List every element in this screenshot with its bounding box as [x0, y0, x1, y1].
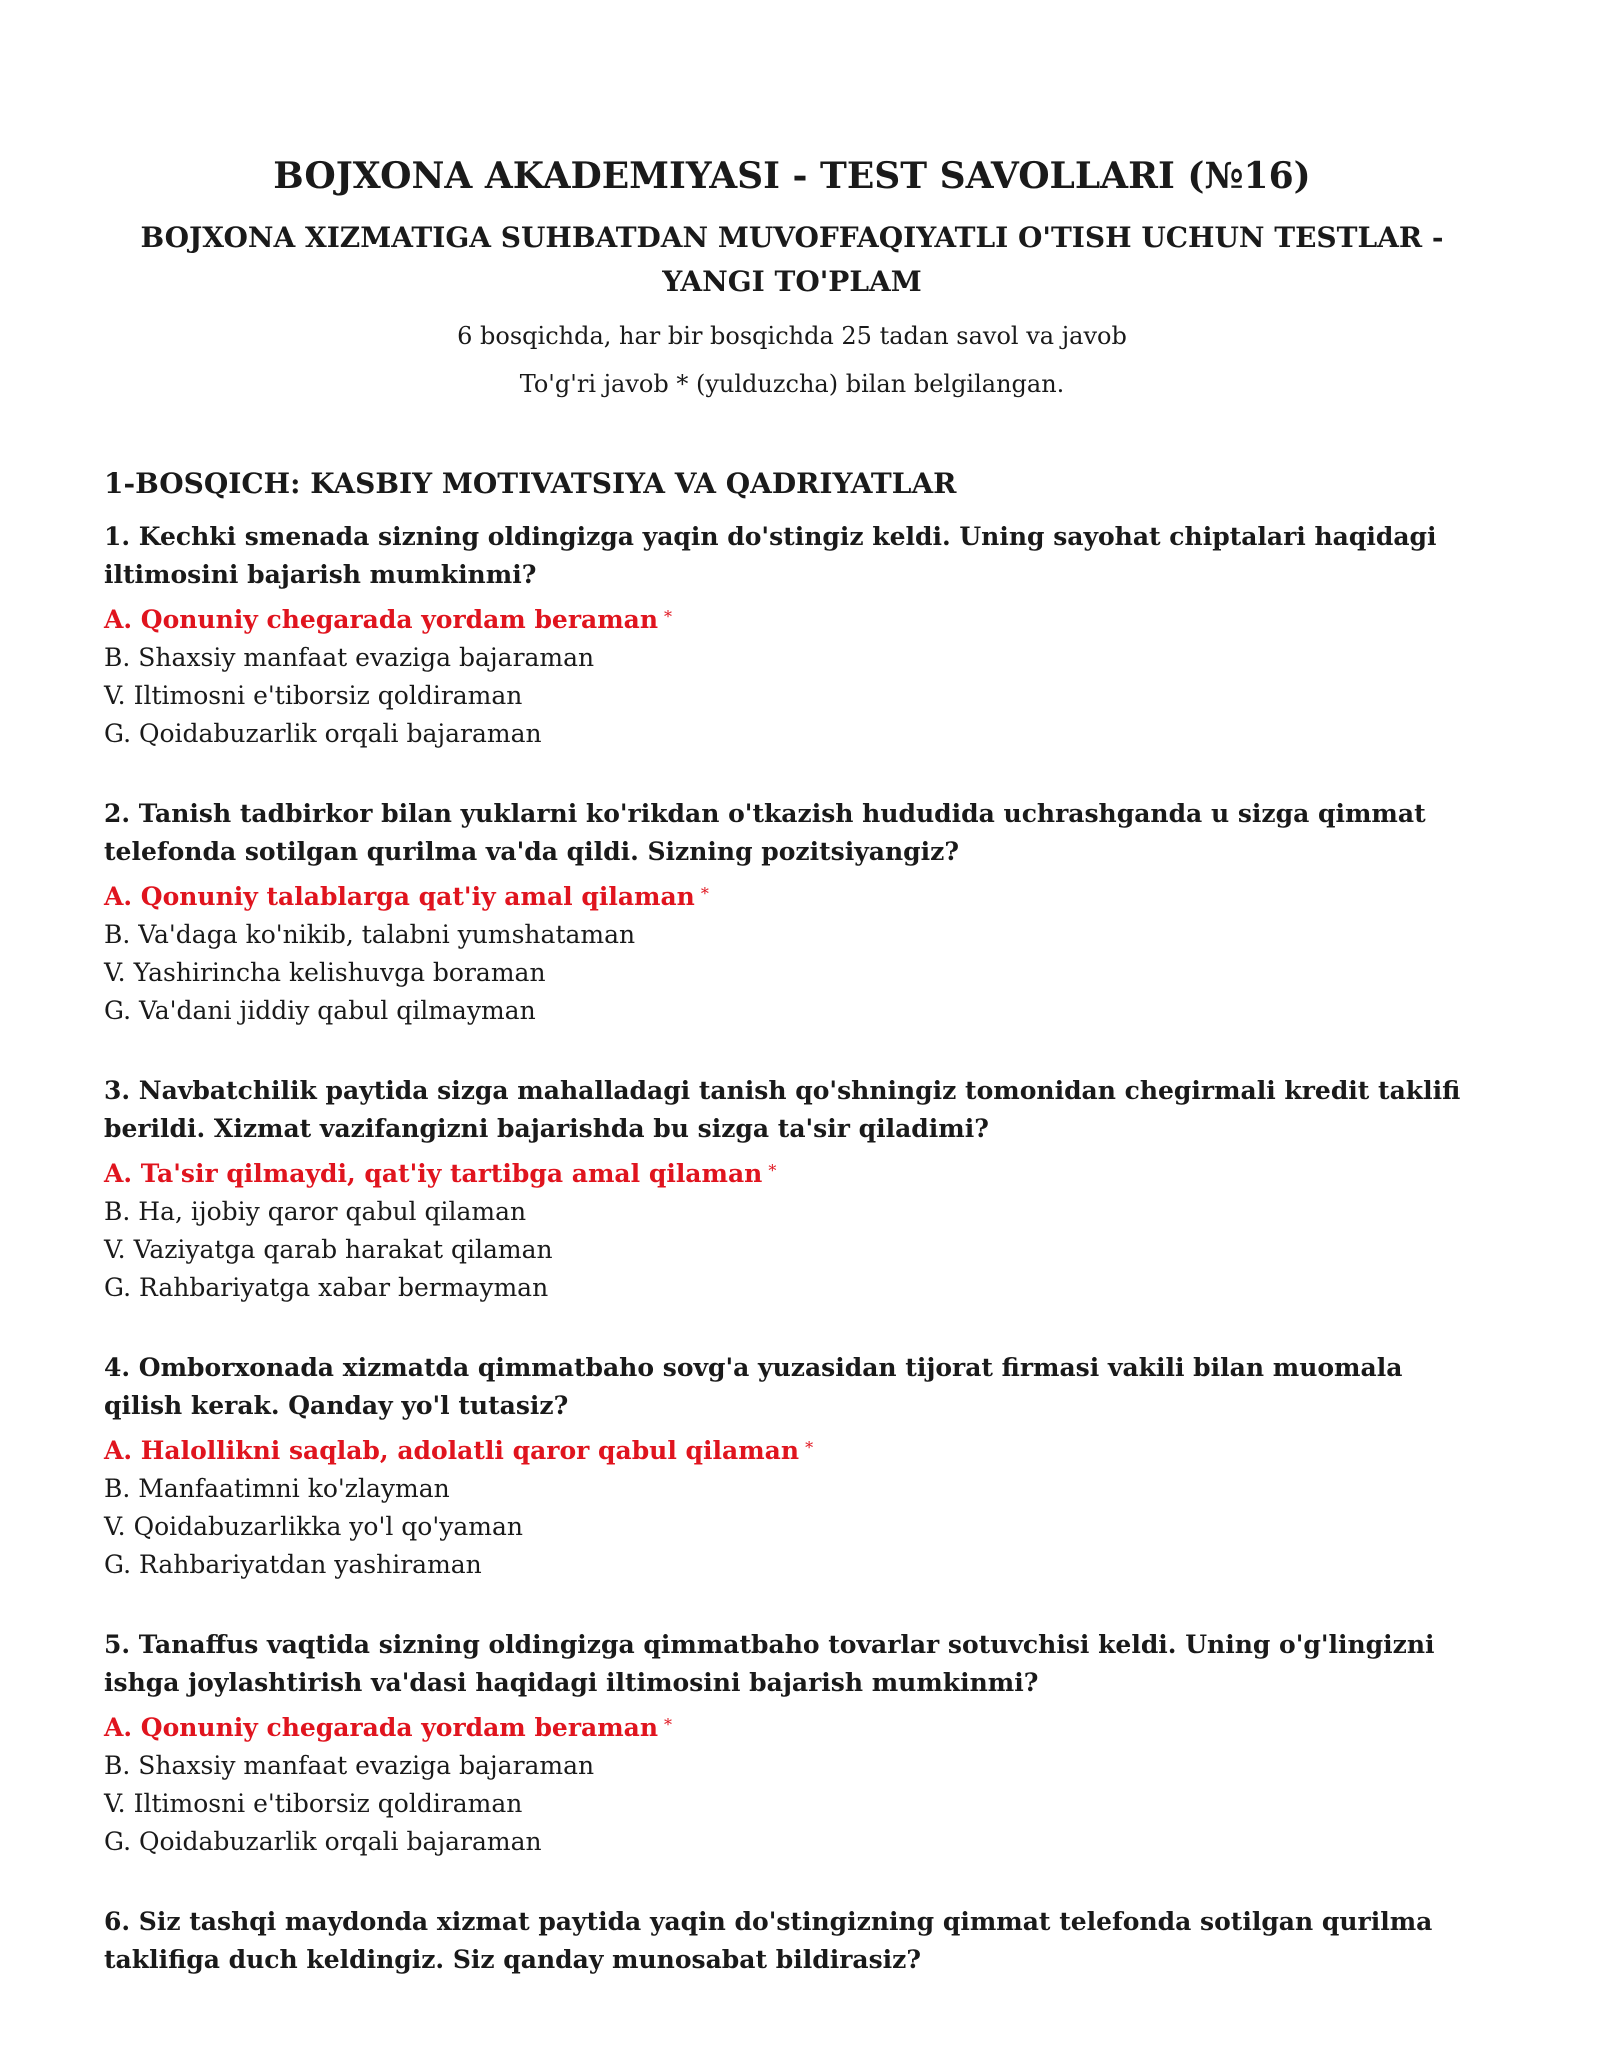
option-v[interactable]: V. Iltimosni e'tiborsiz qoldiraman: [104, 681, 523, 710]
option-g[interactable]: G. Va'dani jiddiy qabul qilmayman: [104, 996, 536, 1025]
option-v[interactable]: V. Iltimosni e'tiborsiz qoldiraman: [104, 1789, 523, 1818]
option-b[interactable]: B. Ha, ijobiy qaror qabul qilaman: [104, 1197, 527, 1226]
correct-star-icon: *: [664, 607, 673, 626]
question-block: [104, 518, 1480, 753]
option-b[interactable]: B. Shaxsiy manfaat evaziga bajaraman: [104, 643, 595, 672]
question-text: 4. Omborxonada xizmatda qimmatbaho sovg'a yuzasidan tijorat firmasi vakili bilan muomala qilish kerak. Qanday yo'l tutasiz?: [104, 1353, 1403, 1420]
option-label: A. Qonuniy chegarada yordam beraman: [104, 1713, 659, 1742]
question-block: [104, 795, 1480, 1030]
option-label: A. Qonuniy chegarada yordam beraman: [104, 605, 659, 634]
document-subtitle: BOJXONA XIZMATIGA SUHBATDAN MUVOFFAQIYATLI O'TISH UCHUN TESTLAR - YANGI TO'PLAM: [140, 221, 1444, 298]
option-g[interactable]: G. Qoidabuzarlik orqali bajaraman: [104, 1827, 542, 1856]
option-b[interactable]: B. Va'daga ko'nikib, talabni yumshataman: [104, 920, 636, 949]
question-block: [104, 1903, 1480, 1979]
option-v[interactable]: V. Qoidabuzarlikka yo'l qo'yaman: [104, 1512, 523, 1541]
option-v[interactable]: V. Vaziyatga qarab harakat qilaman: [104, 1235, 553, 1264]
correct-star-icon: *: [768, 1161, 777, 1180]
document-title: BOJXONA AKADEMIYASI - TEST SAVOLLARI (№16): [273, 155, 1311, 197]
option-a-correct[interactable]: [104, 875, 1480, 916]
intro-note: 6 bosqichda, har bir bosqichda 25 tadan savol va javob: [457, 322, 1127, 350]
option-label: A. Halollikni saqlab, adolatli qaror qabul qilaman: [104, 1436, 800, 1465]
option-g[interactable]: G. Rahbariyatdan yashiraman: [104, 1550, 482, 1579]
question-text: 1. Kechki smenada sizning oldingizga yaqin do'stingiz keldi. Uning sayohat chiptalari haqidagi iltimosini bajarish mumkinmi?: [104, 522, 1437, 589]
question-block: [104, 1626, 1480, 1861]
option-v[interactable]: V. Yashirincha kelishuvga boraman: [104, 958, 546, 987]
option-a-correct[interactable]: [104, 1429, 1480, 1470]
question-text: 6. Siz tashqi maydonda xizmat paytida yaqin do'stingizning qimmat telefonda sotilgan qurilma taklifiga duch keldingiz. Siz qanday munosabat bildirasiz?: [104, 1907, 1433, 1974]
question-text: 5. Tanaffus vaqtida sizning oldingizga qimmatbaho tovarlar sotuvchisi keldi. Uning o'g'lingizni ishga joylashtirish va'dasi haqidagi iltimosini bajarish mumkinmi?: [104, 1630, 1435, 1697]
section-title: 1-BOSQICH: KASBIY MOTIVATSIYA VA QADRIYATLAR: [104, 467, 957, 500]
question-text: 2. Tanish tadbirkor bilan yuklarni ko'rikdan o'tkazish hududida uchrashganda u sizga qimmat telefonda sotilgan qurilma va'da qildi. Sizning pozitsiyangiz?: [104, 799, 1426, 866]
option-a-correct[interactable]: [104, 1152, 1480, 1193]
option-a-correct[interactable]: [104, 1706, 1480, 1747]
option-label: A. Ta'sir qilmaydi, qat'iy tartibga amal qilaman: [104, 1159, 763, 1188]
answer-key-note: To'g'ri javob * (yulduzcha) bilan belgilangan.: [519, 370, 1065, 398]
question-block: [104, 1349, 1480, 1584]
question-block: [104, 1072, 1480, 1307]
question-text: 3. Navbatchilik paytida sizga mahalladagi tanish qo'shningiz tomonidan chegirmali kredit taklifi berildi. Xizmat vazifangizni bajarishda bu sizga ta'sir qiladimi?: [104, 1076, 1461, 1143]
correct-star-icon: *: [805, 1438, 814, 1457]
correct-star-icon: *: [664, 1715, 673, 1734]
correct-star-icon: *: [700, 884, 709, 903]
option-b[interactable]: B. Shaxsiy manfaat evaziga bajaraman: [104, 1751, 595, 1780]
option-g[interactable]: G. Rahbariyatga xabar bermayman: [104, 1273, 549, 1302]
option-a-correct[interactable]: [104, 598, 1480, 639]
option-g[interactable]: G. Qoidabuzarlik orqali bajaraman: [104, 719, 542, 748]
option-b[interactable]: B. Manfaatimni ko'zlayman: [104, 1474, 450, 1503]
option-label: A. Qonuniy talablarga qat'iy amal qilaman: [104, 882, 695, 911]
